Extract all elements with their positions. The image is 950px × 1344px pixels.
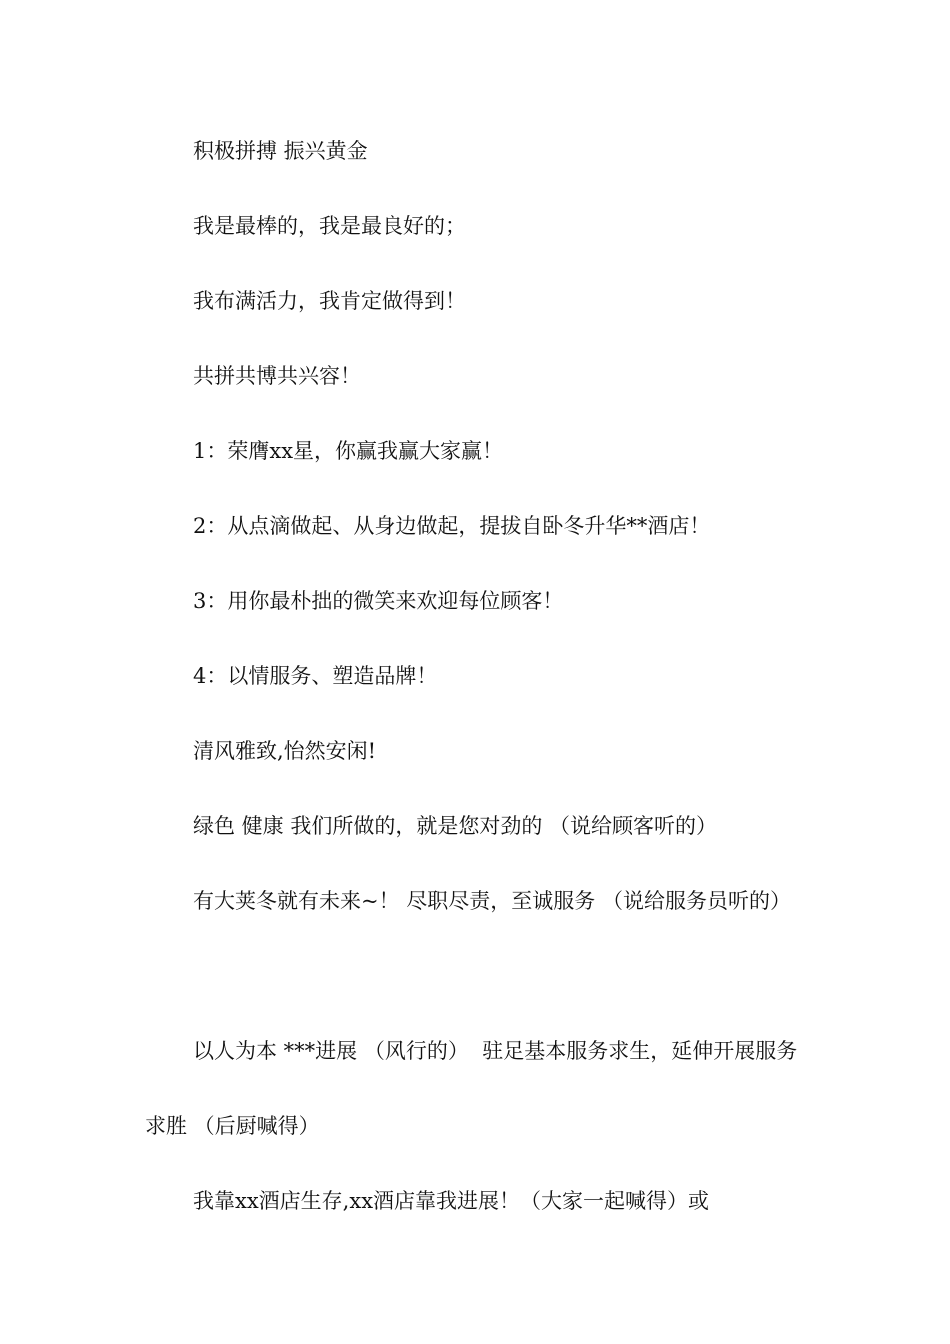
paragraph-11: 有大荚冬就有未来~！ 尽职尽责，至诚服务 （说给服务员听的） <box>193 889 791 913</box>
paragraph-5: 1：荣膺xx星，你赢我赢大家赢！ <box>193 439 504 463</box>
paragraph-1: 积极拼搏 振兴黄金 <box>193 139 368 163</box>
paragraph-6: 2：从点滴做起、从身边做起，提拔自卧冬升华**酒店！ <box>193 514 711 538</box>
paragraph-3: 我布满活力，我肯定做得到！ <box>193 289 466 313</box>
paragraph-4: 共拼共博共兴容！ <box>193 364 361 388</box>
paragraph-7: 3：用你最朴拙的微笑来欢迎每位顾客！ <box>193 589 564 613</box>
paragraph-12: 以人为本 ***进展 （风行的） 驻足基本服务求生，延伸开展服务求胜 （后厨喊得） <box>145 1039 798 1138</box>
paragraph-10: 绿色 健康 我们所做的，就是您对劲的 （说给顾客听的） <box>193 814 718 838</box>
paragraph-9: 清风雅致,怡然安闲! <box>193 739 377 763</box>
paragraph-13: 我靠xx酒店生存,xx酒店靠我进展！（大家一起喊得）或 <box>193 1189 710 1213</box>
paragraph-8: 4：以情服务、塑造品牌！ <box>193 664 438 688</box>
paragraph-2: 我是最棒的，我是最良好的； <box>193 214 466 238</box>
